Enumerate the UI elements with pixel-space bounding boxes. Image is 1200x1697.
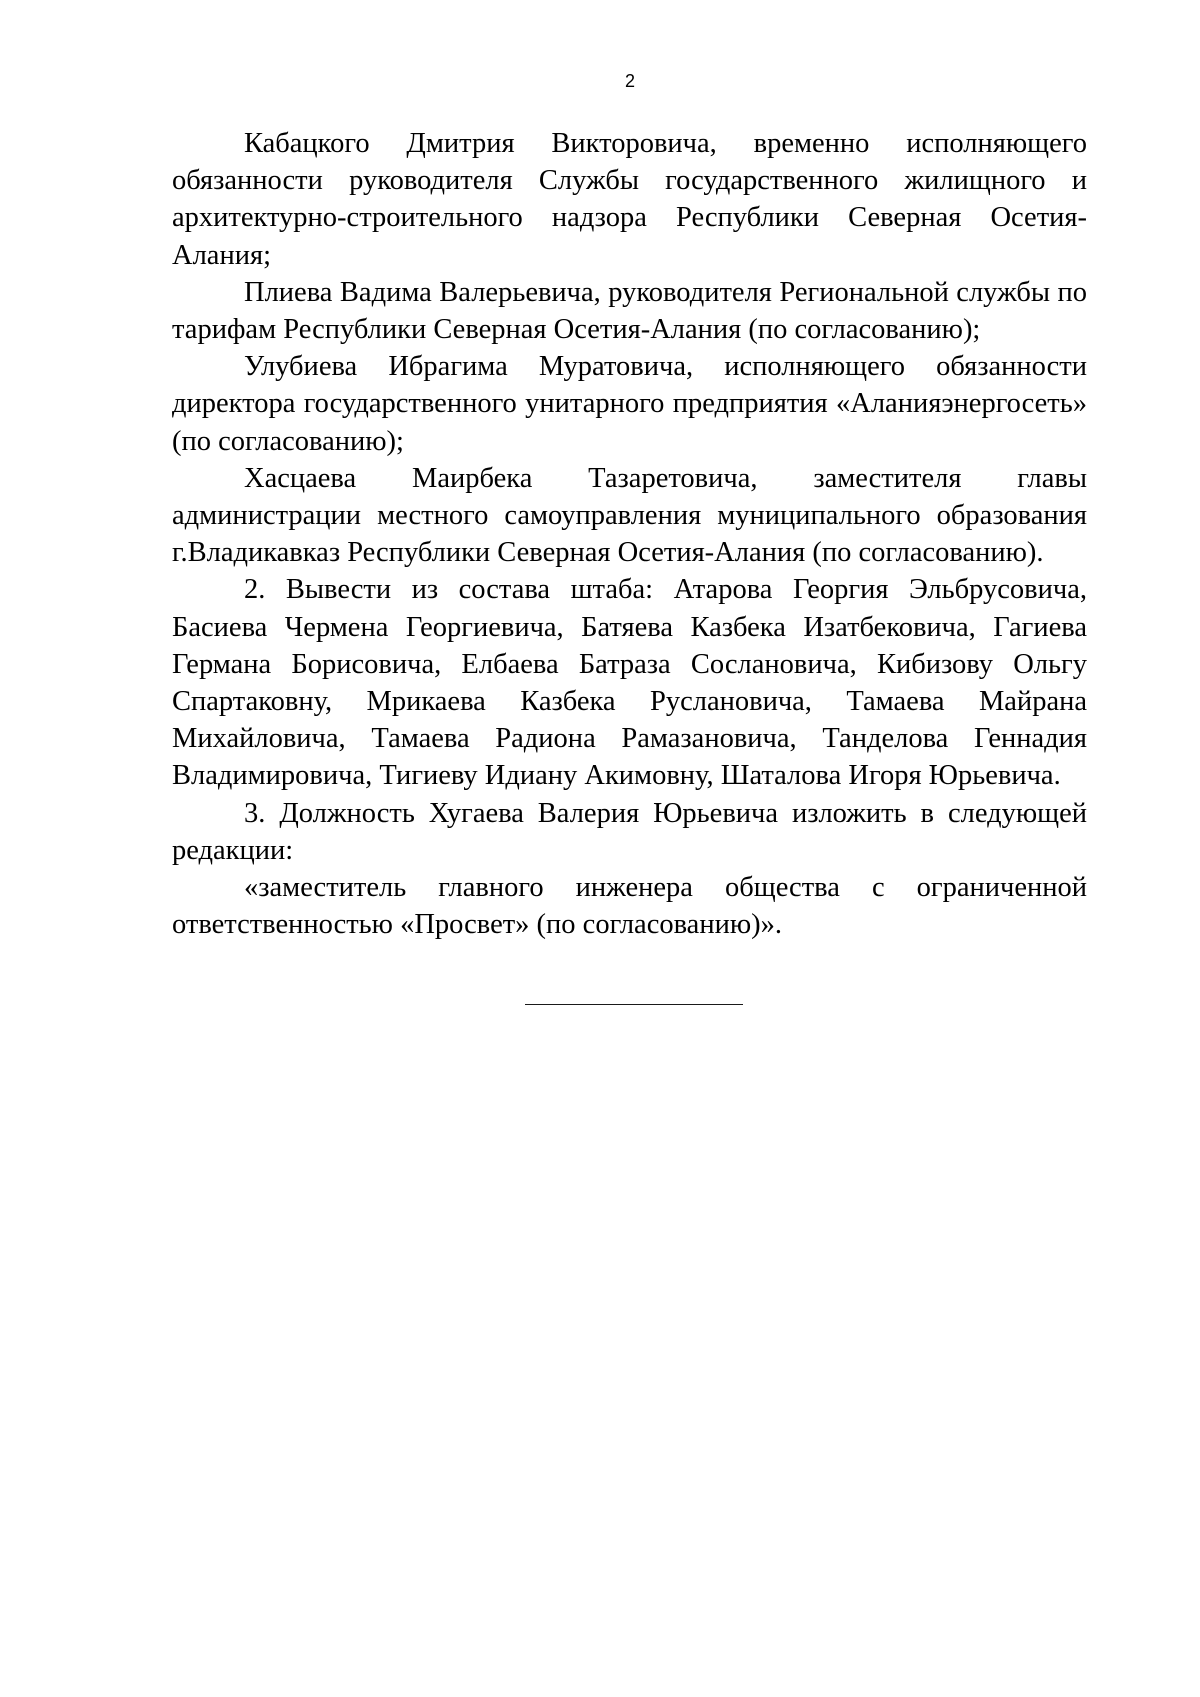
paragraph-new-position-wording: «заместитель главного инженера общества с ограниченной ответственностью «Просвет» (по согласованию)».: [172, 872, 1087, 941]
document-body: [172, 125, 1087, 943]
paragraph-kabatsky: Кабацкого Дмитрия Викторовича, временно исполняющего обязанности руководителя Службы государственного жилищного и архитектурно-строительного надзора Республики Северная Осетия-Алания;: [172, 128, 1087, 271]
paragraph-item-2-remove-members: 2. Вывести из состава штаба: Атарова Георгия Эльбрусовича, Басиева Чермена Георгиевича, Батяева Казбека Изатбековича, Гагиева Германа Борисовича, Елбаева Батраза Сослановича, Кибизову Ольгу Спартаковну, Мрикаева Казбека Руслановича, Тамаева Майрана Михайловича, Тамаева Радиона Рамазановича, Танделова Геннадия Владимировича, Тигиеву Идиану Акимовну, Шаталова Игоря Юрьевича.: [172, 574, 1087, 792]
paragraph-pliev: Плиева Вадима Валерьевича, руководителя Региональной службы по тарифам Республики Северная Осетия-Алания (по согласованию);: [172, 276, 1087, 346]
end-of-document-divider: [525, 1004, 743, 1005]
paragraph-ulubiev: Улубиева Ибрагима Муратовича, исполняющего обязанности директора государственного унитарного предприятия «Аланияэнергосеть» (по согласованию);: [172, 351, 1087, 457]
paragraph-item-3-position-change: 3. Должность Хугаева Валерия Юрьевича изложить в следующей редакции:: [172, 797, 1087, 866]
paragraph-khastsaev: Хасцаева Маирбека Тазаретовича, заместителя главы администрации местного самоуправления муниципального образования г.Владикавказ Республики Северная Осетия-Алания (по согласованию).: [172, 462, 1087, 569]
page-number: 2: [624, 71, 635, 91]
